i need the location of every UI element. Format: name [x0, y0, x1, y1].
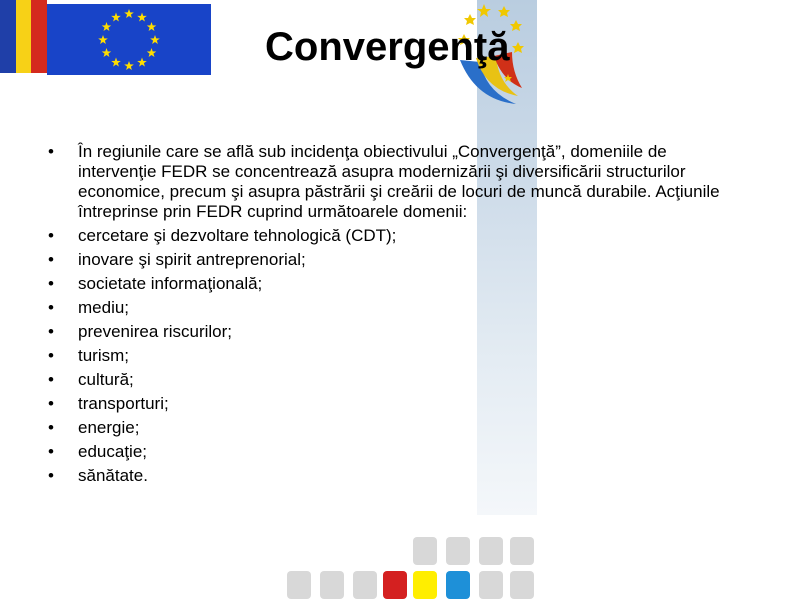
list-item-text: turism; — [78, 346, 129, 365]
eu-star-icon — [111, 58, 121, 67]
bullet-marker: • — [48, 394, 54, 413]
list-item — [48, 442, 748, 462]
list-item-text: inovare şi spirit antreprenorial; — [78, 250, 306, 269]
decor-tile — [413, 537, 437, 565]
decor-tile — [479, 537, 503, 565]
eu-flag-icon — [47, 4, 211, 75]
bullet-list — [48, 142, 748, 490]
decor-tile-blue — [446, 571, 470, 599]
list-item — [48, 346, 748, 366]
decor-tile — [446, 537, 470, 565]
bullet-marker: • — [48, 274, 54, 293]
list-item-text: cercetare şi dezvoltare tehnologică (CDT); — [78, 226, 397, 245]
list-item — [48, 466, 748, 486]
bullet-marker: • — [48, 250, 54, 269]
eu-star-icon — [147, 22, 157, 31]
list-item — [48, 298, 748, 318]
eu-star-icon — [124, 61, 134, 70]
list-item-text: cultură; — [78, 370, 134, 389]
list-item-text: energie; — [78, 418, 140, 437]
decor-tile-yellow — [413, 571, 437, 599]
eu-star-icon — [137, 13, 147, 22]
decor-tile — [287, 571, 311, 599]
list-item — [48, 250, 748, 270]
list-item-text: mediu; — [78, 298, 130, 317]
eu-star-icon — [111, 13, 121, 22]
bullet-marker: • — [48, 346, 54, 365]
list-item — [48, 370, 748, 390]
bullet-marker: • — [48, 442, 54, 461]
list-item — [48, 394, 748, 414]
bullet-marker: • — [48, 466, 54, 485]
decor-tile — [353, 571, 377, 599]
decor-tile — [479, 571, 503, 599]
list-item — [48, 274, 748, 294]
bullet-marker: • — [48, 298, 54, 317]
page-title: Convergenţă — [265, 25, 510, 69]
eu-star-icon — [102, 22, 112, 31]
list-item — [48, 418, 748, 438]
eu-star-icon — [137, 58, 147, 67]
bullet-marker: • — [48, 418, 54, 437]
list-item — [48, 226, 748, 246]
bullet-marker: • — [48, 370, 54, 389]
decor-tile-red — [383, 571, 407, 599]
list-item-text: societate informaţională; — [78, 274, 263, 293]
bullet-marker: • — [48, 226, 54, 245]
bullet-text: În regiunile care se află sub incidenţa obiectivului „Convergenţă”, domeniile de intervenţie FEDR se concentrează asupra modernizării şi diversificării structurilor economice, precum şi asupra păstrării şi creării de locuri de muncă durabile. Acţiunile întreprinse prin FEDR cuprind următoarele domenii: — [78, 142, 720, 221]
bullet-intro — [48, 142, 748, 222]
bullet-marker: • — [48, 322, 54, 341]
list-item-text: educaţie; — [78, 442, 147, 461]
decor-tile — [510, 571, 534, 599]
decor-tile — [510, 537, 534, 565]
flag-blue-band — [0, 0, 16, 73]
eu-star-icon — [102, 48, 112, 57]
list-item-text: sănătate. — [78, 466, 148, 485]
bullet-marker: • — [48, 142, 54, 161]
eu-star-icon — [147, 48, 157, 57]
flag-yellow-band — [16, 0, 32, 73]
eu-star-icon — [98, 35, 108, 44]
eu-star-icon — [124, 9, 134, 18]
decor-tile — [320, 571, 344, 599]
list-item — [48, 322, 748, 342]
list-item-text: transporturi; — [78, 394, 169, 413]
romania-flag-icon — [0, 0, 47, 73]
list-item-text: prevenirea riscurilor; — [78, 322, 232, 341]
eu-star-icon — [150, 35, 160, 44]
flag-red-band — [31, 0, 47, 73]
